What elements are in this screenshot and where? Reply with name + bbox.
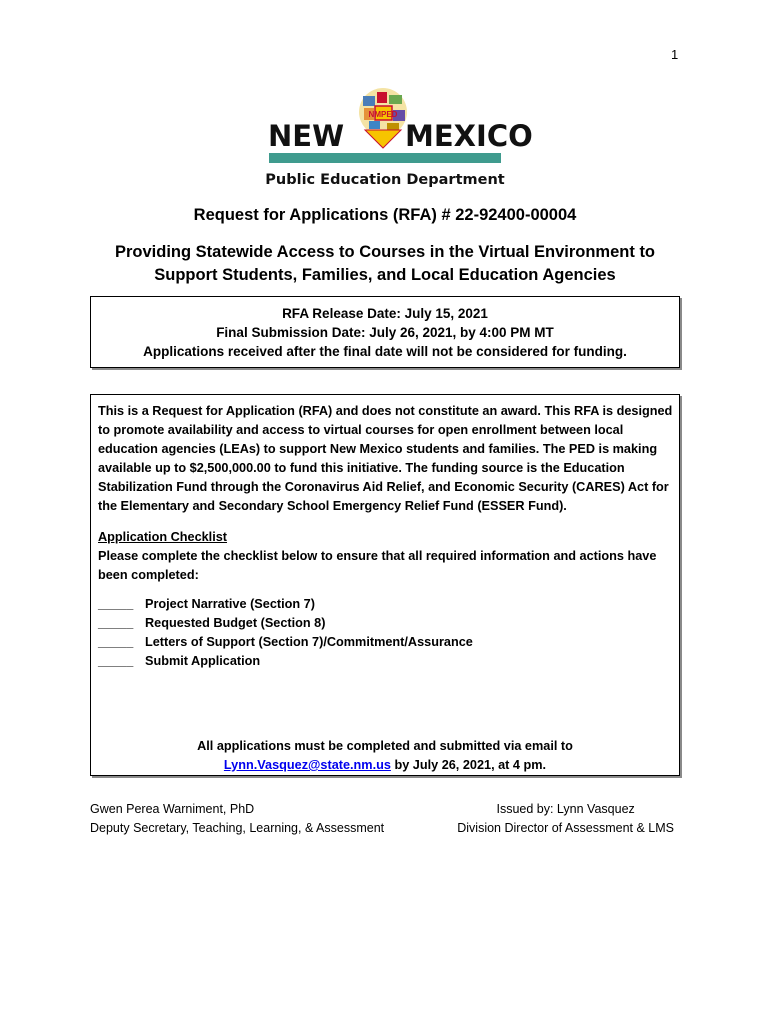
checklist-item <box>98 633 673 652</box>
checklist-item <box>98 595 673 614</box>
checklist-blank: _____ <box>98 597 134 611</box>
checklist <box>98 595 673 671</box>
checklist-blank: _____ <box>98 654 134 668</box>
seal-collage-icon <box>359 88 407 148</box>
dates-box <box>90 296 680 368</box>
release-date: RFA Release Date: July 15, 2021 <box>282 306 488 321</box>
checklist-label: Submit Application <box>145 654 261 668</box>
checklist-item <box>98 614 673 633</box>
page-number: 1 <box>671 47 679 62</box>
signature-right <box>457 800 674 838</box>
svg-text:NMPED: NMPED <box>368 110 398 119</box>
rfa-title-line2: Support Students, Families, and Local Education Agencies <box>154 266 616 284</box>
checklist-blank: _____ <box>98 616 134 630</box>
checklist-heading: Application Checklist <box>98 530 228 544</box>
checklist-label: Requested Budget (Section 8) <box>145 616 326 630</box>
nmped-logo-graphic <box>265 90 533 190</box>
late-notice: Applications received after the final date will not be considered for funding. <box>143 344 627 359</box>
issuer-title: Division Director of Assessment & LMS <box>457 821 674 835</box>
closing-deadline: by July 26, 2021, at 4 pm. <box>390 758 547 772</box>
rfa-number: Request for Applications (RFA) # 22-92400-00004 <box>193 206 577 224</box>
closing-statement <box>91 737 679 775</box>
signer-name: Gwen Perea Warniment, PhD <box>90 802 255 816</box>
main-box <box>90 394 680 776</box>
issuer-name: Issued by: Lynn Vasquez <box>496 802 635 816</box>
checklist-label: Project Narrative (Section 7) <box>145 597 315 611</box>
signature-left <box>90 800 384 838</box>
svg-text:NEW: NEW <box>268 119 345 153</box>
closing-line2 <box>91 756 679 775</box>
final-submission-date: Final Submission Date: July 26, 2021, by 4:00 PM MT <box>216 325 554 340</box>
rfa-title <box>60 241 710 287</box>
nmped-logo <box>265 90 533 190</box>
signer-title: Deputy Secretary, Teaching, Learning, & Assessment <box>90 821 385 835</box>
checklist-label: Letters of Support (Section 7)/Commitment/Assurance <box>145 635 473 649</box>
intro-paragraph: This is a Request for Application (RFA) and does not constitute an award. This RFA is designed to promote availability and access to virtual courses for open enrollment between local education agencies (LEAs) to support New Mexico students and families. The PED is making available up to $2,500,000.00 to fund this initiative. The funding source is the Education Stabilization Fund through the Coronavirus Aid Relief, and Economic Security (CARES) Act for the Elementary and Secondary School Emergency Relief Fund (ESSER Fund). <box>98 404 673 513</box>
checklist-blank: _____ <box>98 635 134 649</box>
rfa-title-line1: Providing Statewide Access to Courses in the Virtual Environment to <box>114 243 656 261</box>
svg-text:MEXICO: MEXICO <box>405 119 533 153</box>
email-link[interactable]: Lynn.Vasquez@state.nm.us <box>223 758 391 772</box>
checklist-instructions: Please complete the checklist below to ensure that all required information and actions have been completed: <box>98 549 657 582</box>
closing-line1: All applications must be completed and submitted via email to <box>197 739 573 753</box>
checklist-item <box>98 652 673 671</box>
svg-text:Public Education Department: Public Education Department <box>265 172 505 188</box>
